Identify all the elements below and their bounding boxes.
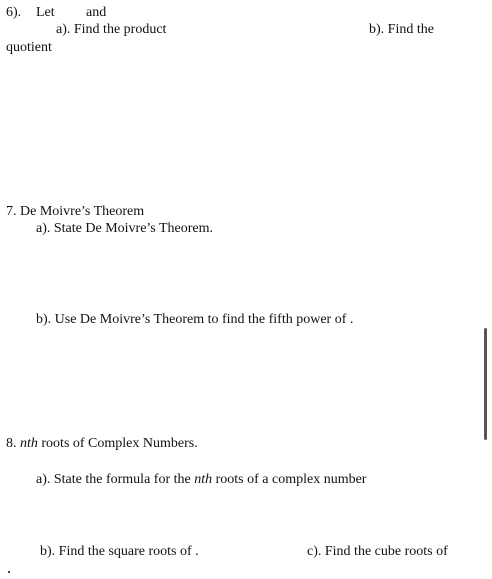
- q8-part-a-prefix: a). State the formula for the: [36, 472, 191, 487]
- q6-part-b: b). Find the: [369, 22, 434, 37]
- q8-part-b: b). Find the square roots of .: [40, 544, 199, 559]
- q7-heading: 7. De Moivre’s Theorem: [6, 204, 145, 219]
- q8-part-a: [36, 472, 366, 488]
- q7-part-a: a). State De Moivre’s Theorem.: [36, 221, 214, 236]
- q8-heading: [6, 436, 198, 452]
- q6-number: 6).: [6, 5, 22, 20]
- q6-and: and: [86, 5, 107, 20]
- q8-part-a-italic: nth: [194, 472, 213, 487]
- scrollbar-thumb[interactable]: [484, 328, 487, 440]
- q6-part-b-continuation: quotient: [6, 40, 52, 55]
- q6-part-a: a). Find the product: [56, 22, 167, 37]
- q8-heading-italic: nth: [20, 436, 38, 451]
- q8-heading-prefix: 8.: [6, 436, 17, 451]
- stray-dot: [8, 571, 10, 573]
- q8-heading-suffix: roots of Complex Numbers.: [41, 436, 198, 451]
- q6-let: Let: [36, 5, 55, 20]
- q7-part-b: b). Use De Moivre’s Theorem to find the fifth power of .: [36, 312, 354, 327]
- q8-part-c: c). Find the cube roots of: [307, 544, 448, 559]
- q8-part-a-suffix: roots of a complex number: [215, 472, 367, 487]
